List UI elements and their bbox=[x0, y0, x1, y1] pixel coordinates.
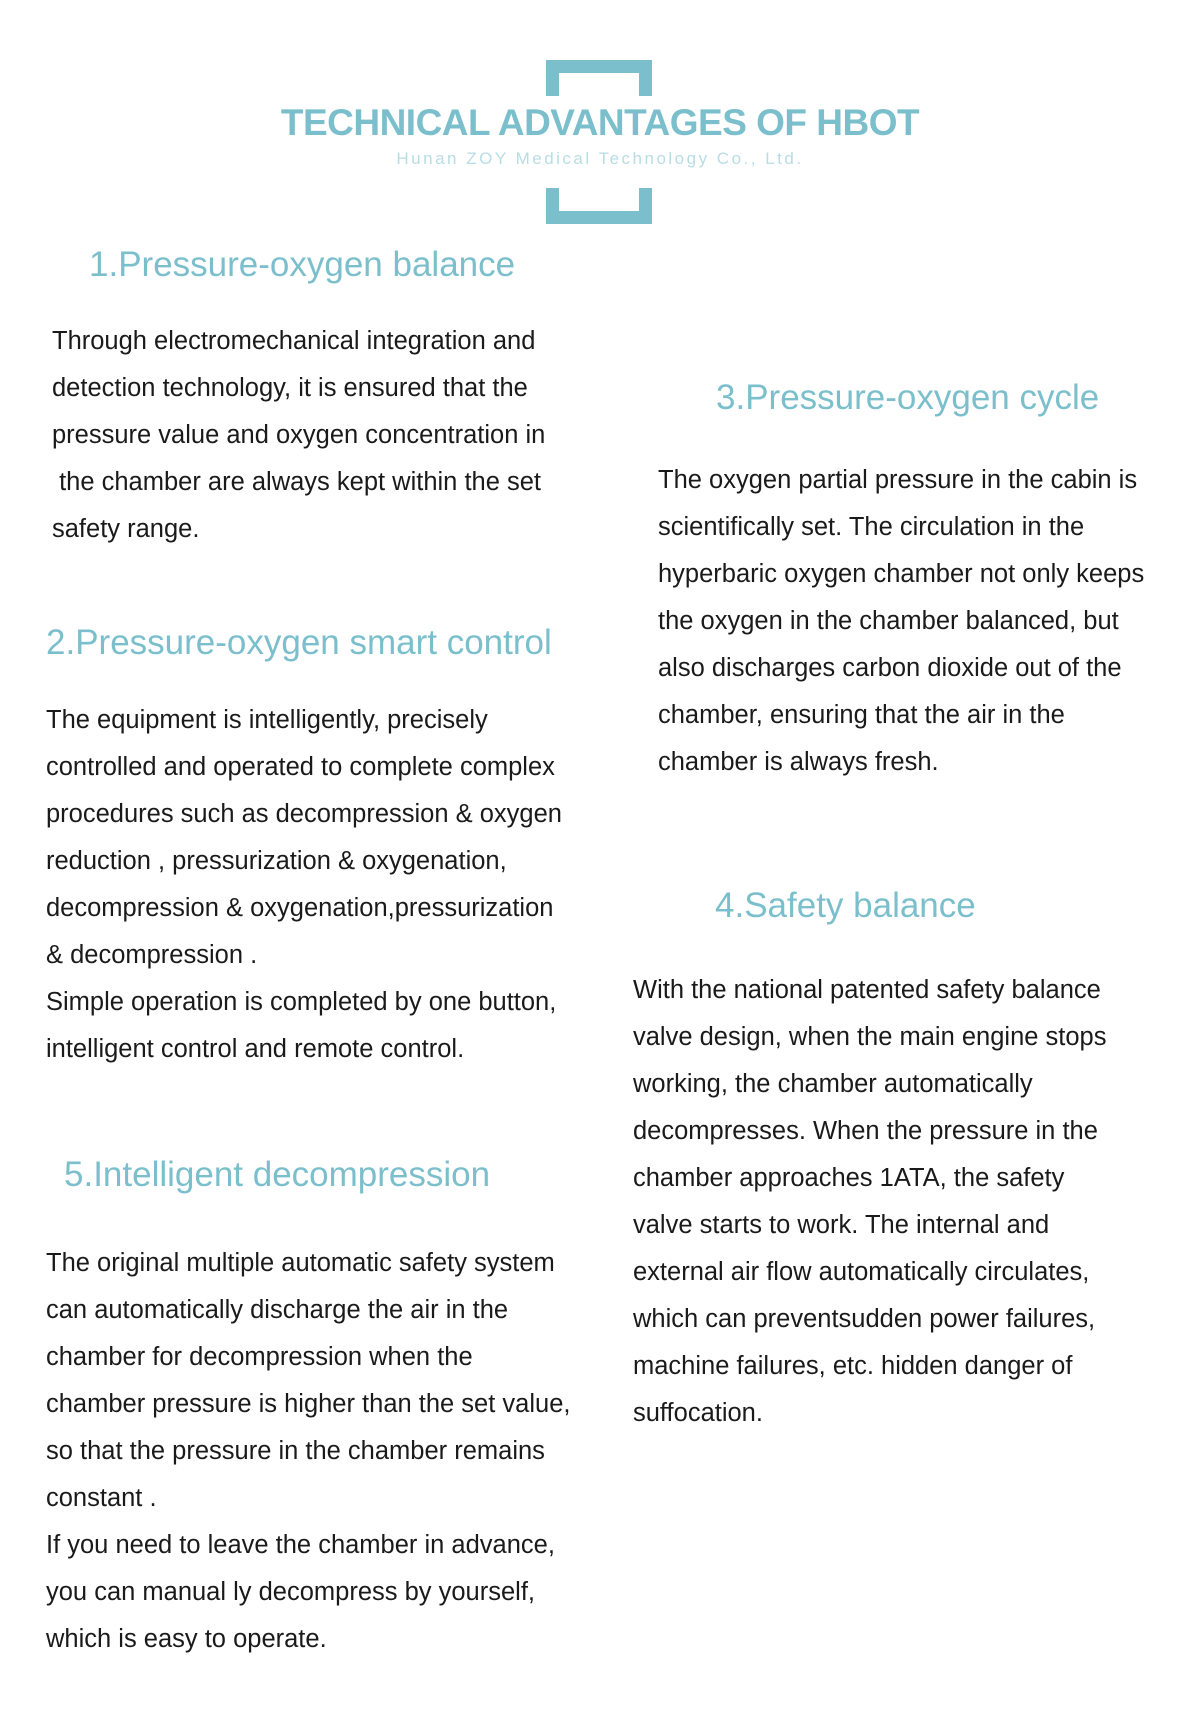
text-line: safety range. bbox=[52, 515, 200, 543]
text-line: detection technology, it is ensured that the bbox=[52, 374, 528, 402]
text-line: reduction , pressurization & oxygenation, bbox=[46, 847, 507, 875]
logo-bracket-bottom bbox=[546, 188, 652, 224]
text-line: If you need to leave the chamber in advance, bbox=[46, 1531, 555, 1559]
text-line: which can preventsudden power failures, bbox=[633, 1305, 1096, 1333]
page-title: TECHNICAL ADVANTAGES OF HBOT bbox=[280, 102, 920, 143]
section-heading-safety-balance: 4.Safety balance bbox=[715, 886, 976, 925]
text-line: hyperbaric oxygen chamber not only keeps bbox=[658, 560, 1145, 588]
text-line: which is easy to operate. bbox=[46, 1625, 327, 1653]
section-heading-pressure-oxygen-cycle: 3.Pressure-oxygen cycle bbox=[716, 378, 1100, 417]
logo-bracket-top bbox=[546, 60, 652, 96]
text-line: intelligent control and remote control. bbox=[46, 1035, 465, 1063]
text-line: chamber approaches 1ATA, the safety bbox=[633, 1164, 1065, 1192]
text-line: also discharges carbon dioxide out of the bbox=[658, 654, 1122, 682]
section-body-pressure-oxygen-balance bbox=[52, 318, 545, 553]
text-line: constant . bbox=[46, 1484, 157, 1512]
section-body-smart-control bbox=[46, 697, 562, 1073]
text-line: decompression & oxygenation,pressurization bbox=[46, 894, 554, 922]
text-line: chamber for decompression when the bbox=[46, 1343, 473, 1371]
text-line: so that the pressure in the chamber remains bbox=[46, 1437, 545, 1465]
text-line: decompresses. When the pressure in the bbox=[633, 1117, 1098, 1145]
section-body-intelligent-decompression bbox=[46, 1240, 570, 1663]
text-line: valve starts to work. The internal and bbox=[633, 1211, 1050, 1239]
text-line: the chamber are always kept within the set bbox=[52, 468, 541, 496]
text-line: chamber, ensuring that the air in the bbox=[658, 701, 1065, 729]
section-body-pressure-oxygen-cycle bbox=[658, 457, 1144, 786]
text-line: The oxygen partial pressure in the cabin is bbox=[658, 466, 1138, 494]
text-line: With the national patented safety balance bbox=[633, 976, 1101, 1004]
text-line: scientifically set. The circulation in the bbox=[658, 513, 1085, 541]
text-line: & decompression . bbox=[46, 941, 258, 969]
text-line: working, the chamber automatically bbox=[633, 1070, 1033, 1098]
text-line: chamber is always fresh. bbox=[658, 748, 939, 776]
section-heading-pressure-oxygen-balance: 1.Pressure-oxygen balance bbox=[89, 245, 516, 284]
section-body-safety-balance bbox=[633, 967, 1106, 1437]
section-heading-smart-control: 2.Pressure-oxygen smart control bbox=[46, 623, 552, 662]
company-subtitle: Hunan ZOY Medical Technology Co., Ltd. bbox=[396, 149, 804, 168]
text-line: controlled and operated to complete complex bbox=[46, 753, 555, 781]
text-line: The equipment is intelligently, precisely bbox=[46, 706, 488, 734]
text-line: valve design, when the main engine stops bbox=[633, 1023, 1107, 1051]
text-line: chamber pressure is higher than the set value, bbox=[46, 1390, 571, 1418]
text-line: The original multiple automatic safety system bbox=[46, 1249, 555, 1277]
text-line: procedures such as decompression & oxygen bbox=[46, 800, 562, 828]
text-line: can automatically discharge the air in the bbox=[46, 1296, 509, 1324]
text-line: you can manual ly decompress by yourself, bbox=[46, 1578, 535, 1606]
text-line: pressure value and oxygen concentration in bbox=[52, 421, 546, 449]
text-line: suffocation. bbox=[633, 1399, 763, 1427]
text-line: Simple operation is completed by one button, bbox=[46, 988, 557, 1016]
text-line: the oxygen in the chamber balanced, but bbox=[658, 607, 1119, 635]
section-heading-intelligent-decompression: 5.Intelligent decompression bbox=[64, 1155, 491, 1194]
text-line: external air flow automatically circulates, bbox=[633, 1258, 1090, 1286]
text-line: machine failures, etc. hidden danger of bbox=[633, 1352, 1073, 1380]
text-line: Through electromechanical integration and bbox=[52, 327, 536, 355]
